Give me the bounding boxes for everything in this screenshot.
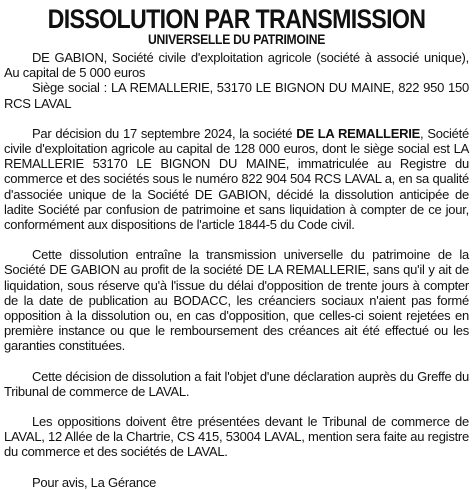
head-office-paragraph: Siège social : LA REMALLERIE, 53170 LE BIGNON DU MAINE, 822 950 150 RCS LAVAL [4,80,469,111]
decision-paragraph [4,126,469,232]
transmission-paragraph: Cette dissolution entraîne la transmission universelle du patrimoine de la Société DE GABION au profit de la société DE LA REMALLERIE, sans qu'il y ait de liquidation, sous réserve qu'à l'issue du délai d'opposition de trente jours à compter de la date de publication au BODACC, les créanciers sociaux n'aient pas formé opposition à la dissolution ou, en cas d'opposition, que celles-ci soient rejetées en première instance ou que le remboursement des créances ait été effectué ou les garanties constituées. [4,247,469,354]
decision-text-start: Par décision du 17 septembre 2024, la société [32,125,297,141]
company-intro-paragraph: DE GABION, Société civile d'exploitation agricole (société à associé unique), Au capital de 5 000 euros [4,50,469,81]
declaration-paragraph: Cette décision de dissolution a fait l'objet d'une déclaration auprès du Greffe du Tribunal de commerce de LAVAL. [4,368,469,399]
notice-body [4,50,469,490]
notice-subtitle: UNIVERSELLE DU PATRIMOINE [147,32,326,47]
decision-text-end: , Société civile d'exploitation agricole au capital de 128 000 euros, dont le siège social est LA REMALLERIE 53170 LE BIGNON DU MAINE, immatriculée au Registre du commerce et des sociétés sous le numéro 822 904 504 RCS LAVAL a, en sa qualité d'associée unique de la Société DE GABION, décidé la dissolution anticipée de ladite Société par confusion de patrimoine et sans liquidation à compter de ce jour, conformément aux dispositions de l'article 1844-5 du Code civil. [4,125,469,233]
notice-title: DISSOLUTION PAR TRANSMISSION [47,4,426,34]
acquiring-company-name: DE LA REMALLERIE [296,125,421,141]
oppositions-paragraph: Les oppositions doivent être présentées devant le Tribunal de commerce de LAVAL, 12 Allée de la Chartrie, CS 415, 53004 LAVAL, mention sera faite au registre du commerce et des sociétés de LAVAL. [4,414,469,460]
signature-line: Pour avis, La Gérance [32,474,157,490]
